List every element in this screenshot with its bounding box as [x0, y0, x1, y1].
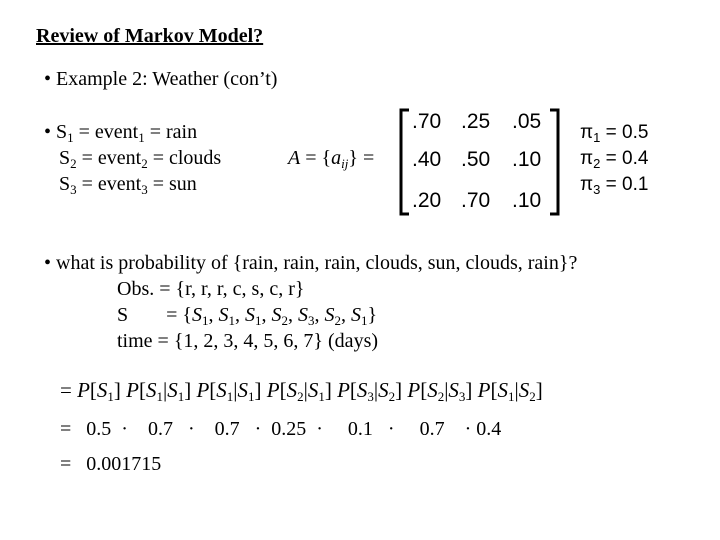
prob-term-given: 2: [529, 389, 536, 404]
prob-term-given: 1: [318, 389, 325, 404]
seq-index: 2: [334, 313, 342, 328]
probability-expression: = $P[S_1]$ $P[S_1|S_1]$ $P[S_1|S_1]$ $P[S_2|S_1]$ $P[S_3|S_2]$ $P[S_2|S_3]$ $P[S_1|S_2]$: [60, 378, 543, 404]
pi-index: 1: [593, 130, 601, 145]
example-heading: [44, 68, 277, 91]
seq-state: S: [351, 304, 362, 326]
state-prefix: S: [59, 173, 71, 195]
prob-eq: =: [60, 378, 78, 402]
state-index: 2: [70, 156, 77, 171]
seq-state: S: [298, 304, 309, 326]
prob-term-given: 3: [458, 389, 466, 404]
result-line: = 0.001715: [60, 453, 162, 475]
pi-symbol: π: [580, 148, 594, 169]
example-heading-text: Example 2: Weather (con’t): [56, 68, 278, 90]
seq-state: S: [324, 304, 335, 326]
question-line: [44, 252, 577, 275]
state-mid: = event: [73, 121, 139, 143]
event-index: 1: [138, 130, 145, 145]
question-text: what is probability of {rain, rain, rain, clouds, sun, clouds, rain}?: [56, 252, 578, 274]
state-sequence-line: $S = \{S_1$, $S_1$, $S_1$, $S_2$, $S_3$, $S_2$, $S_1$}: [117, 304, 378, 328]
initial-prob-3: [580, 174, 648, 196]
pi-index: 2: [593, 156, 601, 171]
state-value: = sun: [147, 173, 197, 195]
prob-term-index: 3: [367, 389, 374, 404]
pi-value: = 0.1: [600, 174, 649, 195]
observation-line: Obs. = {r, r, r, c, s, c, r}: [117, 278, 305, 300]
pi-symbol: π: [580, 174, 594, 195]
state-sequence-label: S: [117, 304, 129, 326]
state-definition-2: [59, 147, 221, 170]
seq-index: 1: [228, 313, 236, 328]
matrix-cell: .10: [512, 148, 542, 171]
prob-term-given: 1: [248, 389, 255, 404]
prob-term-given: 1: [177, 389, 185, 404]
seq-index: 3: [308, 313, 315, 328]
matrix-cell: .70: [461, 189, 491, 212]
matrix-cell: .05: [512, 110, 542, 133]
bullet: •: [44, 252, 52, 274]
matrix-cell: .20: [412, 189, 442, 212]
bullet: •: [44, 121, 52, 143]
seq-state: S: [218, 304, 229, 326]
time-line: time = {1, 2, 3, 4, 5, 6, 7} (days): [117, 330, 379, 352]
prob-term-index: 1: [107, 389, 114, 404]
state-prefix: S: [56, 121, 68, 143]
bullet: •: [44, 68, 52, 90]
matrix-symbol: A: [288, 147, 301, 169]
state-sequence-eq: = {: [166, 304, 193, 326]
pi-index: 3: [593, 182, 601, 197]
numeric-product-line: = 0.5 · 0.7 · 0.7 · 0.25 · 0.1 · 0.7 · 0.4: [60, 418, 502, 440]
matrix-cell: .50: [461, 148, 491, 171]
state-definition-1: [44, 121, 197, 144]
prob-term-given: 2: [388, 389, 396, 404]
matrix-element-symbol: a: [331, 147, 342, 169]
matrix-cell: .10: [512, 189, 542, 212]
state-mid: = event: [76, 173, 142, 195]
page-title: Review of Markov Model?: [36, 25, 264, 47]
state-index: 3: [70, 182, 77, 197]
prob-term-index: 1: [226, 389, 234, 404]
pi-symbol: π: [580, 122, 594, 143]
event-index: 3: [141, 182, 148, 197]
state-definition-3: [59, 173, 197, 196]
state-index: 1: [67, 130, 74, 145]
matrix-cell: .25: [461, 110, 491, 133]
event-index: 2: [141, 156, 148, 171]
matrix-right-bracket: [547, 108, 563, 216]
matrix-label: [288, 147, 374, 170]
seq-state: S: [192, 304, 203, 326]
state-prefix: S: [59, 147, 71, 169]
seq-state: S: [271, 304, 282, 326]
seq-index: 2: [281, 313, 289, 328]
prob-term-index: 2: [297, 389, 304, 404]
pi-value: = 0.5: [600, 122, 649, 143]
seq-state: S: [245, 304, 256, 326]
seq-index: 1: [255, 313, 262, 328]
state-value: = clouds: [147, 147, 222, 169]
matrix-element-index: ij: [341, 156, 349, 171]
initial-prob-2: [580, 148, 648, 170]
state-value: = rain: [144, 121, 198, 143]
state-sequence-close: }: [367, 304, 378, 326]
prob-term-index: 2: [437, 389, 445, 404]
prob-term-index: 1: [507, 389, 515, 404]
matrix-close: } =: [348, 147, 375, 169]
matrix-cell: .40: [412, 148, 442, 171]
matrix-cell: .70: [412, 110, 442, 133]
initial-prob-1: [580, 122, 648, 144]
pi-value: = 0.4: [600, 148, 649, 169]
seq-index: 1: [202, 313, 209, 328]
matrix-eq: = {: [300, 147, 332, 169]
seq-index: 1: [361, 313, 368, 328]
state-mid: = event: [76, 147, 142, 169]
prob-term-index: 1: [156, 389, 163, 404]
matrix-left-bracket: [396, 108, 412, 216]
